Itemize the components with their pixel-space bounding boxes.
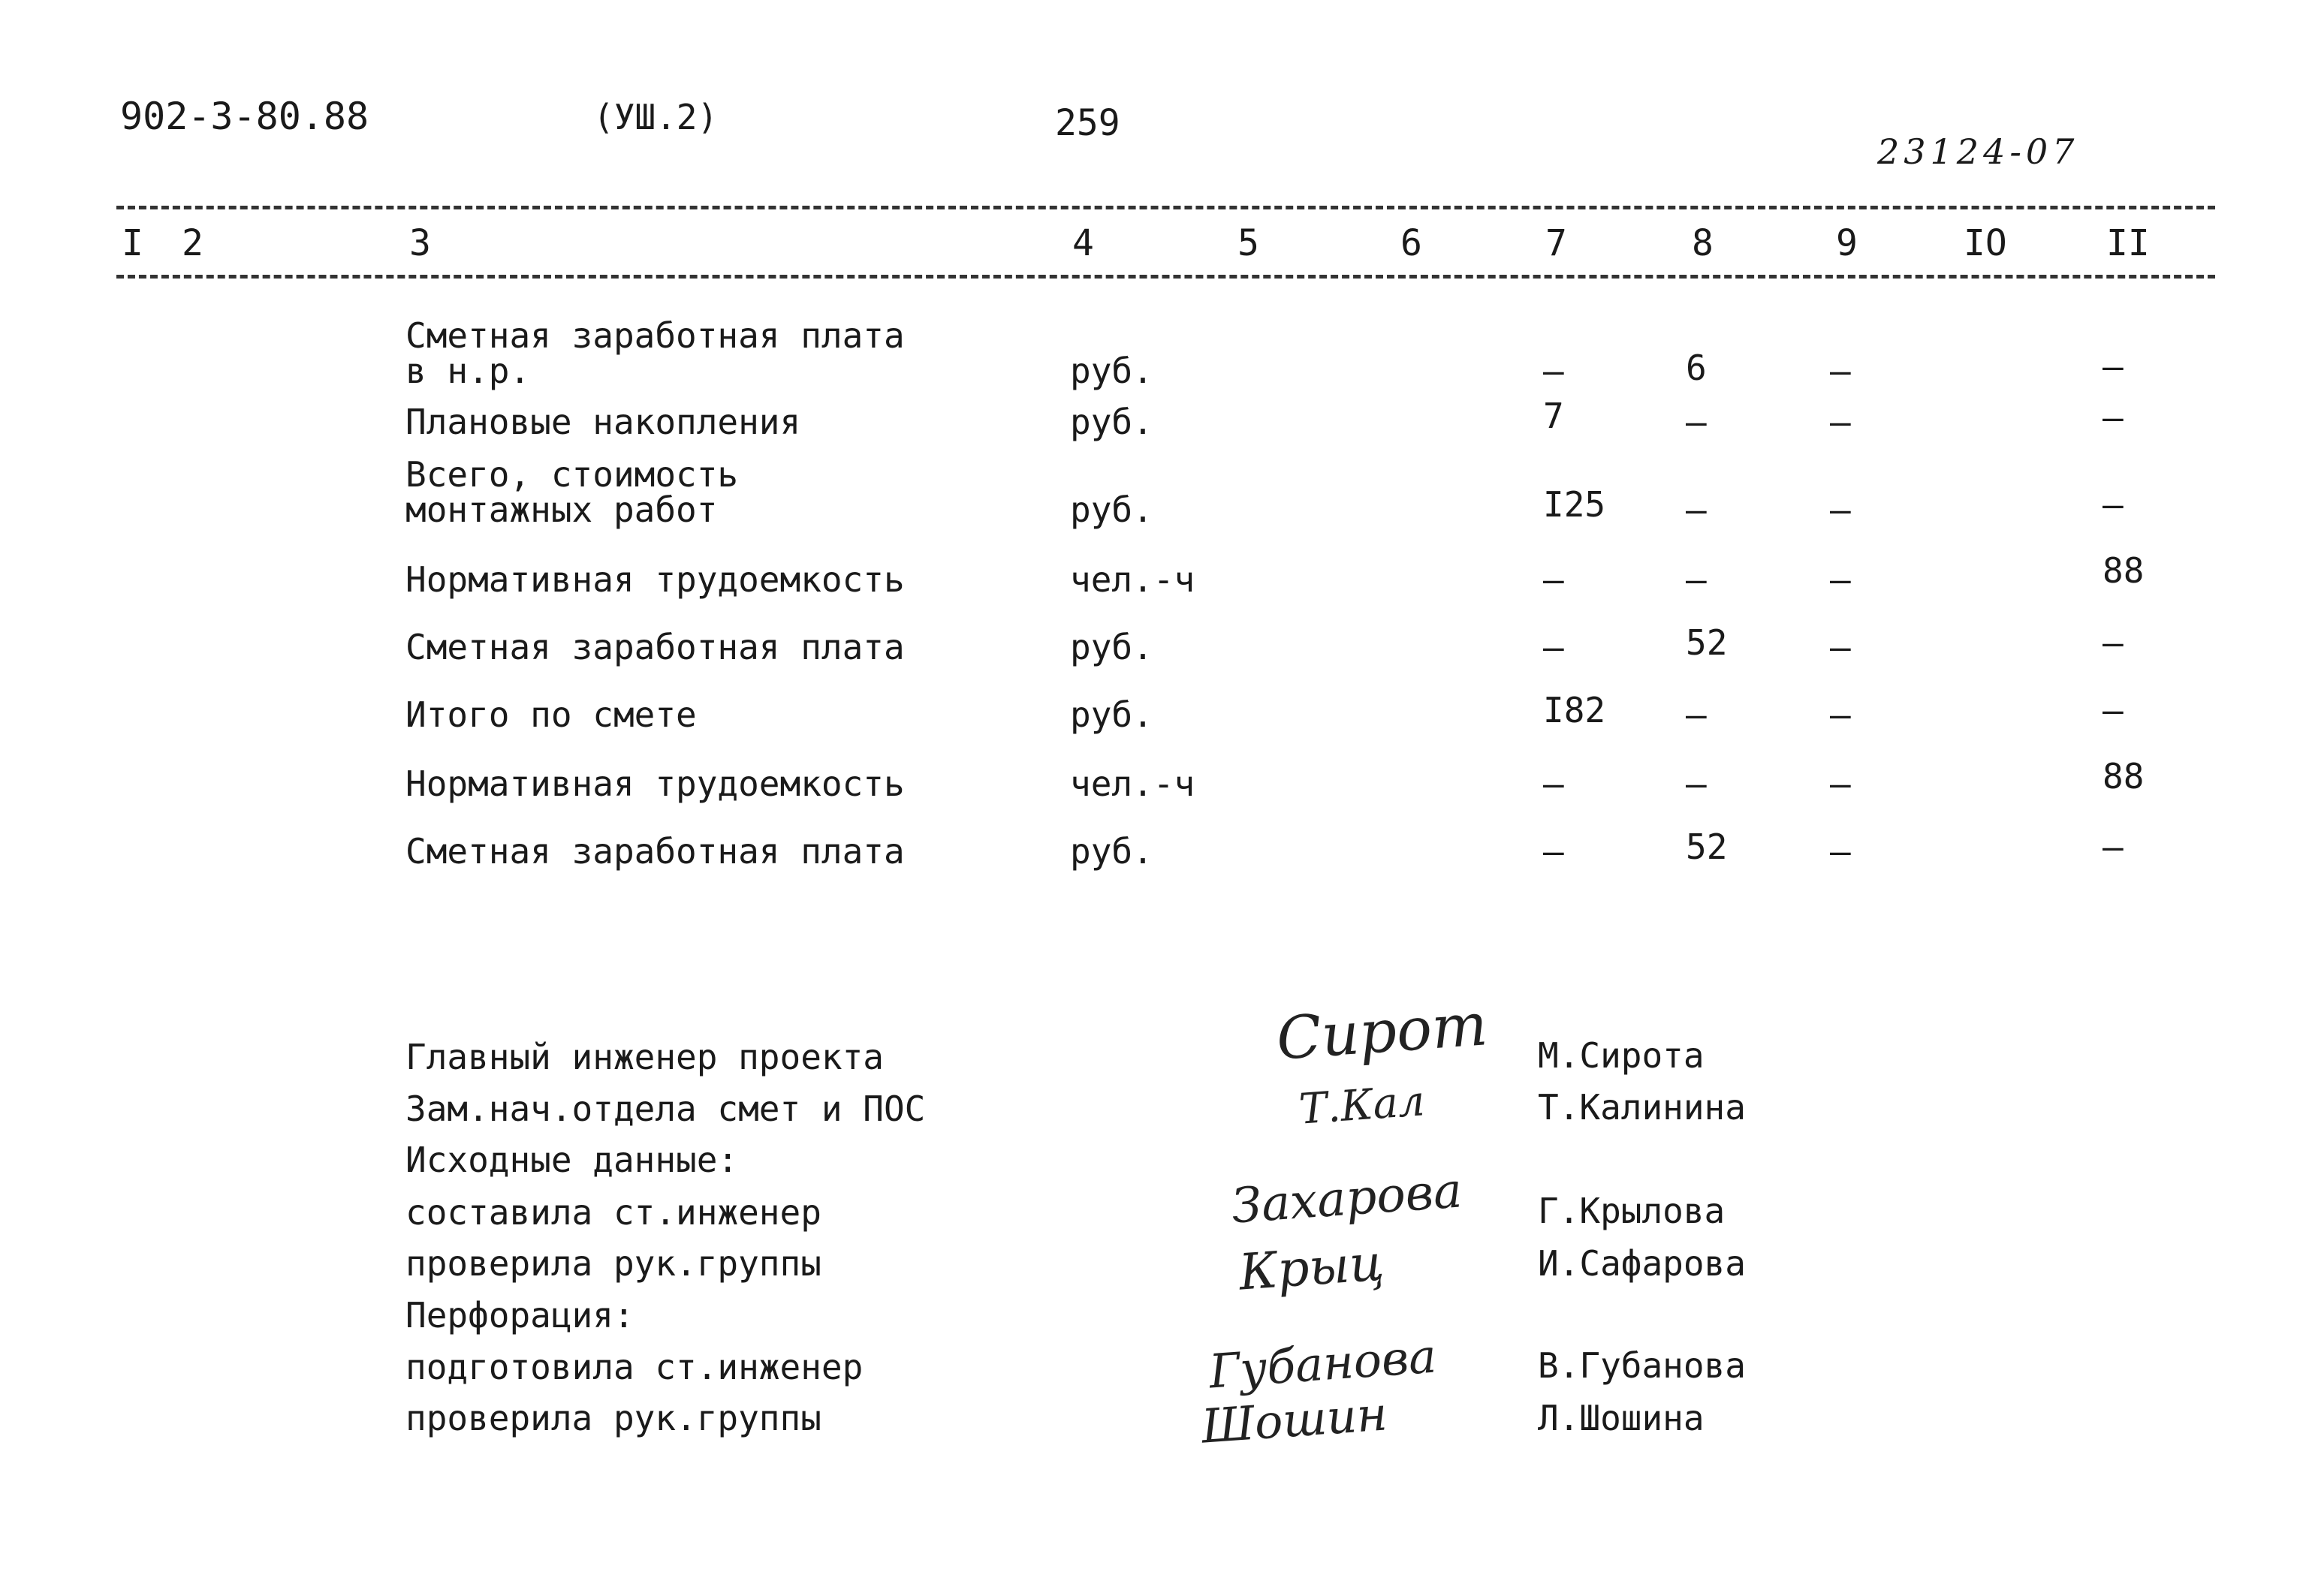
row-col7: – bbox=[1543, 831, 1564, 872]
row-col11: – bbox=[2103, 397, 2124, 438]
row-col9: – bbox=[1830, 831, 1851, 872]
row-unit: руб. bbox=[1070, 351, 1153, 391]
signatory-name: В.Губанова bbox=[1538, 1345, 1746, 1386]
column-number-7: 7 bbox=[1545, 222, 1567, 264]
row-col11: – bbox=[2103, 484, 2124, 525]
row-col8: 6 bbox=[1686, 348, 1707, 388]
column-number-1: I bbox=[122, 222, 143, 264]
row-col8: 52 bbox=[1686, 827, 1728, 867]
row-col11: – bbox=[2103, 346, 2124, 387]
row-col8: – bbox=[1686, 559, 1707, 600]
row-col8: – bbox=[1686, 694, 1707, 735]
row-name-line1: Итого по смете bbox=[405, 694, 697, 735]
row-col9: – bbox=[1830, 627, 1851, 667]
signature-role: Главный инженер проекта bbox=[405, 1037, 884, 1077]
signatory-name: М.Сирота bbox=[1538, 1035, 1705, 1076]
row-col11: – bbox=[2103, 690, 2124, 730]
handwritten-signature: Захарова bbox=[1229, 1163, 1464, 1235]
row-col9: – bbox=[1830, 559, 1851, 600]
row-name-line1: Сметная заработная плата bbox=[405, 315, 905, 356]
signature-role: Зам.нач.отдела смет и ПОС bbox=[405, 1089, 926, 1129]
row-col9: – bbox=[1830, 489, 1851, 530]
row-col8: – bbox=[1686, 489, 1707, 530]
row-unit: чел.-ч bbox=[1070, 763, 1195, 804]
row-col7: – bbox=[1543, 627, 1564, 667]
row-unit: руб. bbox=[1070, 627, 1153, 667]
handwritten-signature: Шошин bbox=[1199, 1386, 1389, 1454]
handwritten-signature: Сирот bbox=[1274, 991, 1490, 1074]
row-col9: – bbox=[1830, 763, 1851, 804]
row-col7: – bbox=[1543, 351, 1564, 391]
column-number-2: 2 bbox=[182, 222, 203, 264]
row-col9: – bbox=[1830, 694, 1851, 735]
row-name-line1: Сметная заработная плата bbox=[405, 831, 905, 872]
signature-role: проверила рук.группы bbox=[405, 1398, 821, 1438]
handwritten-signature: Т.Кал bbox=[1297, 1077, 1427, 1134]
column-number-11: II bbox=[2106, 222, 2150, 264]
handwritten-signature: Губанова bbox=[1207, 1328, 1439, 1399]
row-name-line2: в н.р. bbox=[405, 351, 531, 391]
column-number-9: 9 bbox=[1836, 222, 1858, 264]
row-col7: I25 bbox=[1543, 484, 1606, 525]
signatory-name: Л.Шошина bbox=[1538, 1398, 1705, 1438]
row-name-line1: Нормативная трудоемкость bbox=[405, 559, 905, 600]
row-unit: руб. bbox=[1070, 402, 1153, 442]
row-col11: – bbox=[2103, 827, 2124, 867]
column-number-4: 4 bbox=[1072, 222, 1094, 264]
handwritten-signature: Крыц bbox=[1237, 1233, 1386, 1302]
column-number-5: 5 bbox=[1237, 222, 1259, 264]
row-unit: руб. bbox=[1070, 489, 1153, 530]
row-col7: 7 bbox=[1543, 396, 1564, 436]
archive-number: 23124-07 bbox=[1877, 131, 2079, 172]
signatory-name: И.Сафарова bbox=[1538, 1243, 1746, 1284]
row-name-line2: монтажных работ bbox=[405, 489, 718, 530]
signatory-name: Г.Крылова bbox=[1538, 1191, 1726, 1231]
signature-role: Исходные данные: bbox=[405, 1140, 739, 1180]
header-rule-bottom bbox=[116, 275, 2215, 279]
section-code: (УШ.2) bbox=[593, 97, 719, 137]
row-col8: 52 bbox=[1686, 622, 1728, 663]
document-code: 902-3-80.88 bbox=[120, 95, 369, 138]
column-number-3: 3 bbox=[409, 222, 431, 264]
row-col11: – bbox=[2103, 622, 2124, 663]
row-col11: 88 bbox=[2103, 550, 2145, 591]
column-number-10: IO bbox=[1964, 222, 2007, 264]
page-number: 259 bbox=[1055, 102, 1120, 144]
row-col8: – bbox=[1686, 402, 1707, 442]
row-unit: руб. bbox=[1070, 831, 1153, 872]
signature-role: составила ст.инженер bbox=[405, 1192, 821, 1233]
row-col9: – bbox=[1830, 402, 1851, 442]
signatory-name: Т.Калинина bbox=[1538, 1087, 1746, 1128]
row-col9: – bbox=[1830, 351, 1851, 391]
row-col7: – bbox=[1543, 559, 1564, 600]
header-rule-top bbox=[116, 206, 2215, 209]
signature-role: Перфорация: bbox=[405, 1295, 635, 1336]
signature-role: подготовила ст.инженер bbox=[405, 1347, 864, 1387]
row-unit: чел.-ч bbox=[1070, 559, 1195, 600]
row-col7: I82 bbox=[1543, 690, 1606, 730]
row-name-line1: Всего, стоимость bbox=[405, 454, 739, 495]
row-name-line1: Сметная заработная плата bbox=[405, 627, 905, 667]
row-col7: – bbox=[1543, 763, 1564, 804]
row-col8: – bbox=[1686, 763, 1707, 804]
row-unit: руб. bbox=[1070, 694, 1153, 735]
row-name-line1: Плановые накопления bbox=[405, 402, 801, 442]
row-col11: 88 bbox=[2103, 756, 2145, 796]
column-number-8: 8 bbox=[1692, 222, 1714, 264]
signature-role: проверила рук.группы bbox=[405, 1243, 821, 1284]
row-name-line1: Нормативная трудоемкость bbox=[405, 763, 905, 804]
column-number-6: 6 bbox=[1400, 222, 1422, 264]
